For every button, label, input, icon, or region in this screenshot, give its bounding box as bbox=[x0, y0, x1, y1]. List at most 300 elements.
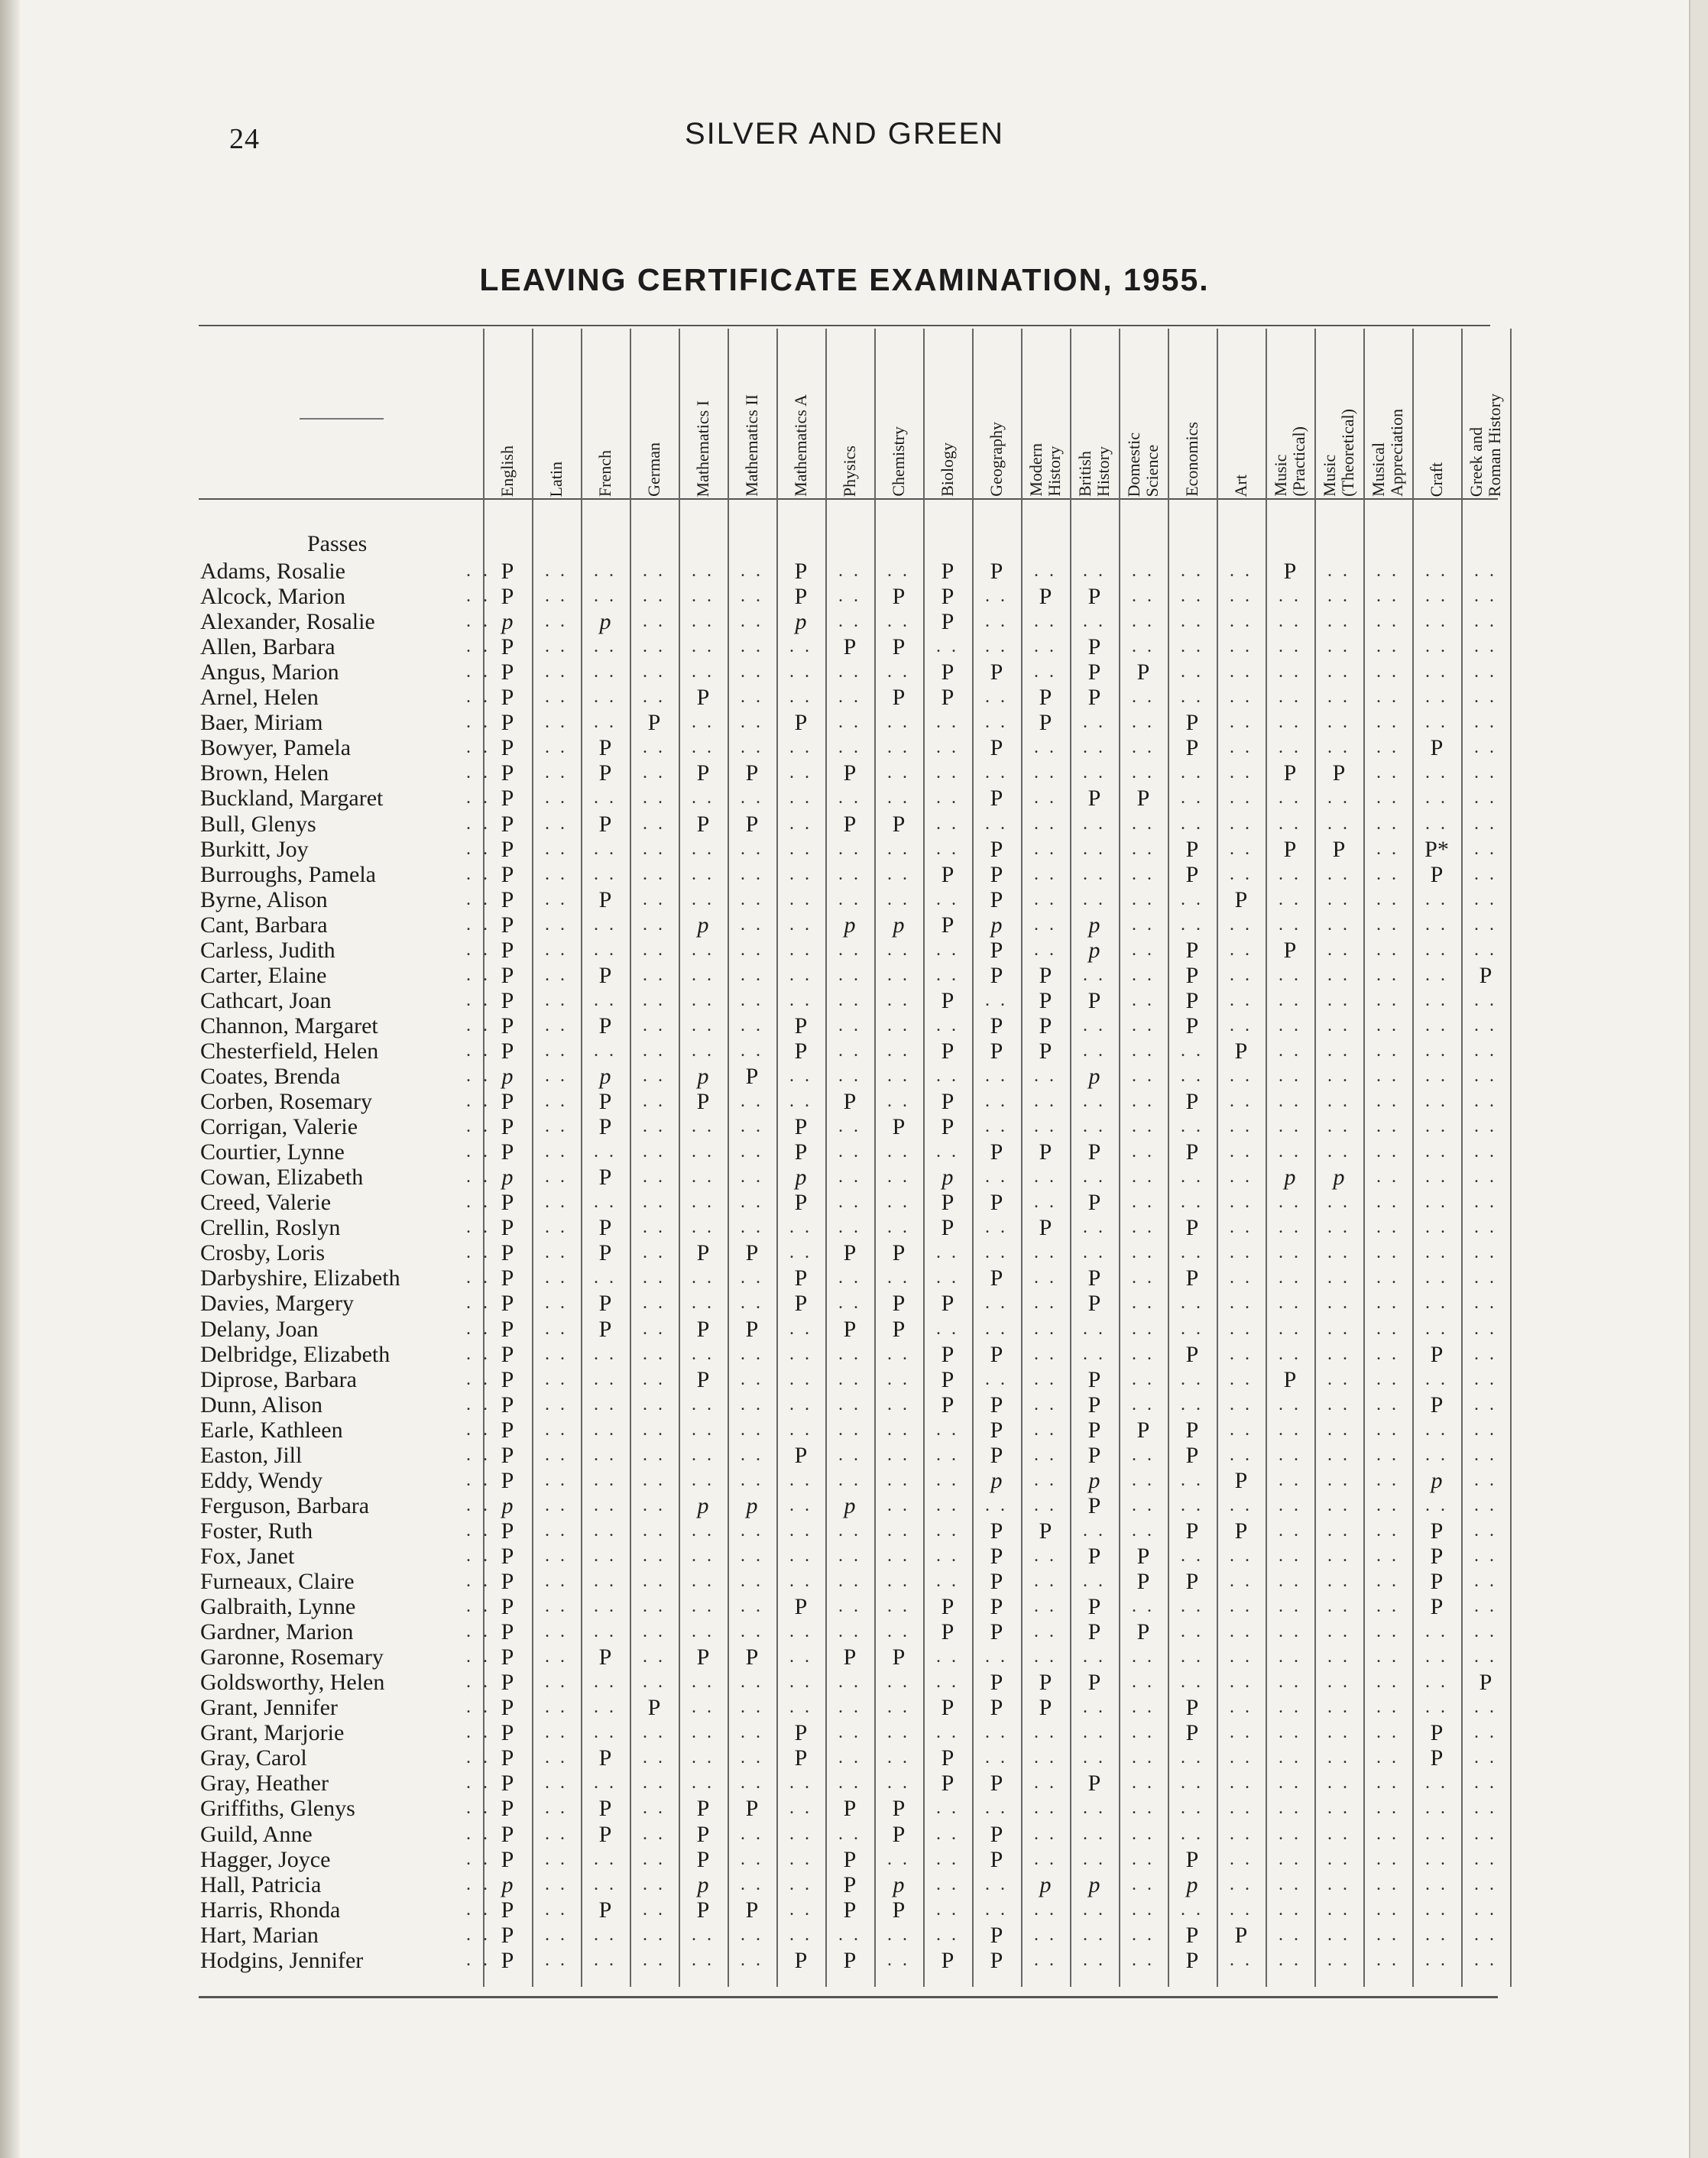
empty-cell-dots: . . bbox=[887, 1091, 910, 1112]
empty-cell-dots: . . bbox=[1230, 1798, 1253, 1819]
empty-cell-dots: . . bbox=[789, 1823, 812, 1844]
pass-mark: P bbox=[990, 886, 1003, 912]
empty-cell-dots: . . bbox=[1376, 1015, 1399, 1035]
empty-cell-dots: . . bbox=[838, 964, 861, 985]
subject-header-label: British History bbox=[1075, 446, 1113, 497]
empty-cell-dots: . . bbox=[1279, 1040, 1301, 1061]
empty-cell-dots: . . bbox=[887, 1419, 910, 1440]
empty-cell-dots: . . bbox=[1181, 889, 1204, 909]
empty-cell-dots: . . bbox=[1083, 1318, 1106, 1339]
empty-cell-dots: . . bbox=[1132, 939, 1155, 960]
empty-cell-dots: . . bbox=[1230, 1697, 1253, 1718]
empty-cell-dots: . . bbox=[936, 1571, 959, 1591]
pass-mark: P bbox=[843, 1240, 857, 1266]
pass-mark: P bbox=[941, 1947, 954, 1973]
empty-cell-dots: . . bbox=[594, 586, 617, 607]
empty-cell-dots: . . bbox=[1474, 1243, 1497, 1263]
empty-cell-dots: . . bbox=[887, 1192, 910, 1213]
empty-cell-dots: . . bbox=[1376, 1823, 1399, 1844]
empty-cell-dots: . . bbox=[1034, 1419, 1057, 1440]
empty-cell-dots: . . bbox=[741, 1369, 763, 1389]
empty-cell-dots: . . bbox=[692, 964, 715, 985]
subject-header-label: French bbox=[595, 449, 614, 497]
empty-cell-dots: . . bbox=[1132, 611, 1155, 632]
pass-mark: P bbox=[1087, 659, 1101, 685]
empty-cell-dots: . . bbox=[643, 1167, 666, 1188]
pass-mark: P bbox=[1430, 1720, 1444, 1746]
empty-cell-dots: . . bbox=[1279, 637, 1301, 657]
empty-cell-dots: . . bbox=[692, 1116, 715, 1137]
empty-cell-dots: . . bbox=[1230, 662, 1253, 682]
pass-mark: P bbox=[501, 584, 514, 610]
pass-mark: P bbox=[794, 1038, 808, 1064]
empty-cell-dots: . . bbox=[789, 687, 812, 708]
student-name: Baer, Miriam bbox=[200, 710, 323, 736]
pass-mark: P bbox=[1234, 1518, 1248, 1544]
empty-cell-dots: . . bbox=[1034, 763, 1057, 783]
empty-cell-dots: . . bbox=[1279, 1343, 1301, 1364]
empty-cell-dots: . . bbox=[643, 1798, 666, 1819]
pass-mark: p bbox=[1284, 1165, 1296, 1191]
student-name: Davies, Margery bbox=[200, 1291, 355, 1317]
pass-mark: P bbox=[990, 786, 1003, 812]
pass-mark: p bbox=[990, 912, 1003, 938]
pass-mark: P bbox=[892, 1291, 906, 1317]
empty-cell-dots: . . bbox=[1181, 1243, 1204, 1263]
leader-dots: . . bbox=[466, 1217, 491, 1238]
leader-dots: . . bbox=[466, 1268, 491, 1288]
empty-cell-dots: . . bbox=[545, 561, 568, 581]
empty-cell-dots: . . bbox=[789, 1798, 812, 1819]
empty-cell-dots: . . bbox=[741, 1268, 763, 1288]
empty-cell-dots: . . bbox=[1181, 1116, 1204, 1137]
pass-mark: P bbox=[598, 1291, 612, 1317]
pass-mark: P bbox=[941, 1366, 954, 1392]
subject-header-label: Physics bbox=[840, 445, 859, 497]
pass-mark: P bbox=[1430, 1745, 1444, 1771]
pass-mark: P bbox=[843, 1897, 857, 1923]
empty-cell-dots: . . bbox=[594, 1545, 617, 1566]
empty-cell-dots: . . bbox=[936, 1924, 959, 1945]
empty-cell-dots: . . bbox=[936, 1672, 959, 1693]
empty-cell-dots: . . bbox=[887, 1722, 910, 1743]
empty-cell-dots: . . bbox=[887, 1167, 910, 1188]
subject-header bbox=[1412, 306, 1461, 497]
empty-cell-dots: . . bbox=[545, 1545, 568, 1566]
pass-mark: P bbox=[941, 1695, 954, 1721]
empty-cell-dots: . . bbox=[789, 1647, 812, 1667]
empty-cell-dots: . . bbox=[1230, 1015, 1253, 1035]
pass-mark: P bbox=[1234, 1922, 1248, 1948]
pass-mark: p bbox=[1088, 912, 1100, 938]
pass-mark: P bbox=[1332, 760, 1346, 786]
empty-cell-dots: . . bbox=[1474, 1469, 1497, 1490]
empty-cell-dots: . . bbox=[741, 1748, 763, 1768]
pass-mark: P bbox=[990, 1922, 1003, 1948]
empty-cell-dots: . . bbox=[1132, 586, 1155, 607]
empty-cell-dots: . . bbox=[1474, 1066, 1497, 1086]
empty-cell-dots: . . bbox=[692, 1722, 715, 1743]
empty-cell-dots: . . bbox=[838, 1469, 861, 1490]
empty-cell-dots: . . bbox=[936, 1899, 959, 1920]
empty-cell-dots: . . bbox=[1279, 712, 1301, 733]
empty-cell-dots: . . bbox=[985, 1217, 1008, 1238]
empty-cell-dots: . . bbox=[594, 1520, 617, 1541]
empty-cell-dots: . . bbox=[1376, 611, 1399, 632]
empty-cell-dots: . . bbox=[1034, 1293, 1057, 1314]
empty-cell-dots: . . bbox=[1327, 914, 1350, 935]
empty-cell-dots: . . bbox=[1327, 662, 1350, 682]
pass-mark: P bbox=[892, 811, 906, 837]
empty-cell-dots: . . bbox=[1132, 1091, 1155, 1112]
student-name: Galbraith, Lynne bbox=[200, 1594, 356, 1620]
empty-cell-dots: . . bbox=[1083, 1520, 1106, 1541]
pass-mark: P bbox=[892, 634, 906, 660]
empty-cell-dots: . . bbox=[1279, 1015, 1301, 1035]
leader-dots: . . bbox=[466, 788, 491, 808]
subject-header bbox=[1217, 306, 1266, 497]
empty-cell-dots: . . bbox=[1132, 1369, 1155, 1389]
pass-mark: P bbox=[990, 937, 1003, 963]
leader-dots: . . bbox=[466, 1773, 491, 1793]
pass-mark: P bbox=[598, 1897, 612, 1923]
empty-cell-dots: . . bbox=[1181, 637, 1204, 657]
empty-cell-dots: . . bbox=[1474, 1520, 1497, 1541]
pass-mark: P bbox=[1087, 1442, 1101, 1468]
empty-cell-dots: . . bbox=[545, 1798, 568, 1819]
pass-mark: P bbox=[1087, 1392, 1101, 1418]
empty-cell-dots: . . bbox=[1083, 737, 1106, 758]
empty-cell-dots: . . bbox=[643, 813, 666, 834]
empty-cell-dots: . . bbox=[1474, 1394, 1497, 1414]
pass-mark: p bbox=[942, 1165, 954, 1191]
pass-mark: P bbox=[941, 1745, 954, 1771]
subject-header bbox=[1314, 306, 1363, 497]
empty-cell-dots: . . bbox=[1230, 1495, 1253, 1515]
empty-cell-dots: . . bbox=[1230, 864, 1253, 884]
empty-cell-dots: . . bbox=[1279, 788, 1301, 808]
empty-cell-dots: . . bbox=[594, 939, 617, 960]
empty-cell-dots: . . bbox=[1327, 1444, 1350, 1465]
empty-cell-dots: . . bbox=[1376, 914, 1399, 935]
empty-cell-dots: . . bbox=[1132, 1293, 1155, 1314]
pass-mark: P bbox=[990, 1821, 1003, 1847]
pass-mark: P bbox=[598, 1745, 612, 1771]
pass-mark: P bbox=[598, 962, 612, 988]
student-name: Furneaux, Claire bbox=[200, 1569, 355, 1594]
empty-cell-dots: . . bbox=[936, 1318, 959, 1339]
empty-cell-dots: . . bbox=[887, 1672, 910, 1693]
empty-cell-dots: . . bbox=[1376, 1849, 1399, 1869]
empty-cell-dots: . . bbox=[887, 1469, 910, 1490]
empty-cell-dots: . . bbox=[1425, 1444, 1448, 1465]
empty-cell-dots: . . bbox=[545, 1419, 568, 1440]
empty-cell-dots: . . bbox=[838, 864, 861, 884]
empty-cell-dots: . . bbox=[1327, 1015, 1350, 1035]
page-binding-edge bbox=[0, 0, 20, 2158]
empty-cell-dots: . . bbox=[643, 1849, 666, 1869]
pass-mark: P bbox=[892, 1644, 906, 1670]
pass-mark: p bbox=[501, 609, 514, 635]
empty-cell-dots: . . bbox=[643, 737, 666, 758]
empty-cell-dots: . . bbox=[545, 1040, 568, 1061]
subject-header-label: Greek and Roman History bbox=[1467, 393, 1504, 497]
empty-cell-dots: . . bbox=[1181, 1293, 1204, 1314]
empty-cell-dots: . . bbox=[1327, 1469, 1350, 1490]
pass-mark: P bbox=[501, 1569, 514, 1594]
empty-cell-dots: . . bbox=[936, 964, 959, 985]
subject-header bbox=[825, 306, 874, 497]
empty-cell-dots: . . bbox=[643, 1243, 666, 1263]
empty-cell-dots: . . bbox=[643, 1040, 666, 1061]
empty-cell-dots: . . bbox=[1327, 611, 1350, 632]
empty-cell-dots: . . bbox=[741, 990, 763, 1010]
empty-cell-dots: . . bbox=[1230, 1167, 1253, 1188]
pass-mark: P bbox=[941, 1291, 954, 1317]
subject-header-label: Craft bbox=[1427, 462, 1446, 497]
leader-dots: . . bbox=[466, 1672, 491, 1693]
empty-cell-dots: . . bbox=[936, 1823, 959, 1844]
empty-cell-dots: . . bbox=[643, 1495, 666, 1515]
pass-mark: P bbox=[941, 584, 954, 610]
empty-cell-dots: . . bbox=[545, 939, 568, 960]
empty-cell-dots: . . bbox=[545, 1369, 568, 1389]
empty-cell-dots: . . bbox=[1132, 864, 1155, 884]
empty-cell-dots: . . bbox=[1034, 662, 1057, 682]
empty-cell-dots: . . bbox=[1279, 687, 1301, 708]
empty-cell-dots: . . bbox=[887, 864, 910, 884]
empty-cell-dots: . . bbox=[643, 1268, 666, 1288]
student-name: Griffiths, Glenys bbox=[200, 1796, 355, 1822]
empty-cell-dots: . . bbox=[1279, 889, 1301, 909]
subject-header bbox=[532, 306, 581, 497]
leader-dots: . . bbox=[466, 1647, 491, 1667]
pass-mark: P bbox=[1430, 735, 1444, 761]
pass-mark: P bbox=[990, 659, 1003, 685]
pass-mark: P bbox=[1234, 1038, 1248, 1064]
subject-header bbox=[1021, 306, 1070, 497]
empty-cell-dots: . . bbox=[643, 1596, 666, 1617]
empty-cell-dots: . . bbox=[1474, 1091, 1497, 1112]
empty-cell-dots: . . bbox=[1034, 1192, 1057, 1213]
pass-mark: P bbox=[598, 1821, 612, 1847]
empty-cell-dots: . . bbox=[1034, 1469, 1057, 1490]
empty-cell-dots: . . bbox=[838, 687, 861, 708]
empty-cell-dots: . . bbox=[1474, 1773, 1497, 1793]
empty-cell-dots: . . bbox=[1327, 637, 1350, 657]
pass-mark: P bbox=[1185, 1013, 1199, 1038]
empty-cell-dots: . . bbox=[545, 1469, 568, 1490]
empty-cell-dots: . . bbox=[1327, 1773, 1350, 1793]
empty-cell-dots: . . bbox=[1279, 1823, 1301, 1844]
empty-cell-dots: . . bbox=[1376, 1697, 1399, 1718]
pass-mark: P bbox=[598, 735, 612, 761]
empty-cell-dots: . . bbox=[1132, 687, 1155, 708]
pass-mark: P bbox=[1087, 1190, 1101, 1216]
empty-cell-dots: . . bbox=[1034, 1091, 1057, 1112]
pass-mark: P bbox=[1087, 1670, 1101, 1696]
empty-cell-dots: . . bbox=[887, 1343, 910, 1364]
empty-cell-dots: . . bbox=[1279, 611, 1301, 632]
empty-cell-dots: . . bbox=[545, 1748, 568, 1768]
empty-cell-dots: . . bbox=[1376, 586, 1399, 607]
empty-cell-dots: . . bbox=[1279, 1849, 1301, 1869]
pass-mark: P bbox=[501, 1392, 514, 1418]
empty-cell-dots: . . bbox=[1474, 1293, 1497, 1314]
empty-cell-dots: . . bbox=[545, 1520, 568, 1541]
empty-cell-dots: . . bbox=[692, 788, 715, 808]
subject-header-label: Domestic Science bbox=[1124, 432, 1162, 497]
empty-cell-dots: . . bbox=[692, 1268, 715, 1288]
empty-cell-dots: . . bbox=[838, 1672, 861, 1693]
pass-mark: P bbox=[696, 1846, 710, 1872]
pass-mark: P bbox=[794, 1947, 808, 1973]
pass-mark: P bbox=[745, 1240, 759, 1266]
pass-mark: P bbox=[1283, 559, 1297, 584]
empty-cell-dots: . . bbox=[1425, 1495, 1448, 1515]
student-name: Hagger, Joyce bbox=[200, 1846, 331, 1872]
leader-dots: . . bbox=[466, 1015, 491, 1035]
empty-cell-dots: . . bbox=[1230, 611, 1253, 632]
empty-cell-dots: . . bbox=[1034, 813, 1057, 834]
empty-cell-dots: . . bbox=[1083, 1722, 1106, 1743]
empty-cell-dots: . . bbox=[985, 1495, 1008, 1515]
leader-dots: . . bbox=[466, 1849, 491, 1869]
pass-mark: P bbox=[501, 786, 514, 812]
pass-mark: P bbox=[501, 962, 514, 988]
empty-cell-dots: . . bbox=[789, 1419, 812, 1440]
leader-dots: . . bbox=[466, 1798, 491, 1819]
empty-cell-dots: . . bbox=[545, 990, 568, 1010]
empty-cell-dots: . . bbox=[1279, 1622, 1301, 1642]
empty-cell-dots: . . bbox=[1034, 1243, 1057, 1263]
empty-cell-dots: . . bbox=[838, 1823, 861, 1844]
empty-cell-dots: . . bbox=[643, 1343, 666, 1364]
empty-cell-dots: . . bbox=[594, 1040, 617, 1061]
pass-mark: P bbox=[598, 1215, 612, 1241]
pass-mark: P bbox=[1087, 1492, 1101, 1518]
empty-cell-dots: . . bbox=[545, 1672, 568, 1693]
pass-mark: P bbox=[794, 710, 808, 736]
empty-cell-dots: . . bbox=[692, 1672, 715, 1693]
pass-mark: P bbox=[941, 1771, 954, 1797]
pass-mark: P bbox=[1136, 659, 1150, 685]
subject-header-label: Biology bbox=[938, 442, 957, 497]
empty-cell-dots: . . bbox=[692, 1697, 715, 1718]
empty-cell-dots: . . bbox=[1132, 1343, 1155, 1364]
page-number: 24 bbox=[229, 123, 260, 155]
pass-mark: P bbox=[501, 886, 514, 912]
pass-mark: P bbox=[990, 735, 1003, 761]
subject-header bbox=[728, 306, 776, 497]
pass-mark: P bbox=[501, 1695, 514, 1721]
empty-cell-dots: . . bbox=[545, 586, 568, 607]
pass-mark: P bbox=[598, 1644, 612, 1670]
pass-mark: P bbox=[501, 1619, 514, 1645]
leader-dots: . . bbox=[466, 1318, 491, 1339]
leader-dots: . . bbox=[466, 687, 491, 708]
empty-cell-dots: . . bbox=[594, 1773, 617, 1793]
pass-mark: p bbox=[1088, 1871, 1100, 1897]
empty-cell-dots: . . bbox=[594, 788, 617, 808]
empty-cell-dots: . . bbox=[789, 1520, 812, 1541]
student-name: Goldsworthy, Helen bbox=[200, 1670, 385, 1696]
empty-cell-dots: . . bbox=[1327, 1596, 1350, 1617]
empty-cell-dots: . . bbox=[1034, 1798, 1057, 1819]
empty-cell-dots: . . bbox=[594, 990, 617, 1010]
leader-dots: . . bbox=[466, 561, 491, 581]
empty-cell-dots: . . bbox=[936, 712, 959, 733]
pass-mark: P bbox=[501, 1366, 514, 1392]
empty-cell-dots: . . bbox=[1279, 1697, 1301, 1718]
empty-cell-dots: . . bbox=[741, 1924, 763, 1945]
empty-cell-dots: . . bbox=[985, 1899, 1008, 1920]
empty-cell-dots: . . bbox=[887, 1369, 910, 1389]
leader-dots: . . bbox=[466, 1899, 491, 1920]
pass-mark: P bbox=[598, 811, 612, 837]
empty-cell-dots: . . bbox=[1083, 1571, 1106, 1591]
section-label: Passes bbox=[307, 531, 368, 556]
empty-cell-dots: . . bbox=[789, 838, 812, 859]
pass-mark: P bbox=[501, 1089, 514, 1115]
empty-cell-dots: . . bbox=[1279, 864, 1301, 884]
empty-cell-dots: . . bbox=[1083, 561, 1106, 581]
pass-mark: P bbox=[990, 962, 1003, 988]
empty-cell-dots: . . bbox=[1132, 1697, 1155, 1718]
subject-header bbox=[972, 306, 1021, 497]
empty-cell-dots: . . bbox=[741, 1697, 763, 1718]
pass-mark: P bbox=[1039, 1518, 1052, 1544]
empty-cell-dots: . . bbox=[1230, 1243, 1253, 1263]
empty-cell-dots: . . bbox=[838, 1116, 861, 1137]
empty-cell-dots: . . bbox=[1279, 1571, 1301, 1591]
empty-cell-dots: . . bbox=[1474, 1748, 1497, 1768]
empty-cell-dots: . . bbox=[1376, 1571, 1399, 1591]
pass-mark: P bbox=[1185, 1089, 1199, 1115]
empty-cell-dots: . . bbox=[741, 1949, 763, 1970]
student-name: Delany, Joan bbox=[200, 1316, 319, 1342]
empty-cell-dots: . . bbox=[1230, 1596, 1253, 1617]
empty-cell-dots: . . bbox=[789, 737, 812, 758]
student-name: Eddy, Wendy bbox=[200, 1467, 323, 1493]
empty-cell-dots: . . bbox=[741, 1040, 763, 1061]
empty-cell-dots: . . bbox=[1230, 838, 1253, 859]
empty-cell-dots: . . bbox=[1034, 914, 1057, 935]
empty-cell-dots: . . bbox=[789, 662, 812, 682]
empty-cell-dots: . . bbox=[545, 1571, 568, 1591]
pass-mark: P bbox=[1087, 786, 1101, 812]
subject-header bbox=[679, 306, 728, 497]
empty-cell-dots: . . bbox=[936, 1444, 959, 1465]
student-name: Bull, Glenys bbox=[200, 811, 316, 837]
empty-cell-dots: . . bbox=[545, 763, 568, 783]
empty-cell-dots: . . bbox=[1425, 561, 1448, 581]
empty-cell-dots: . . bbox=[545, 1394, 568, 1414]
empty-cell-dots: . . bbox=[1230, 737, 1253, 758]
pass-mark: P bbox=[1185, 1139, 1199, 1165]
empty-cell-dots: . . bbox=[1425, 1015, 1448, 1035]
pass-mark: P bbox=[941, 1114, 954, 1140]
leader-dots: . . bbox=[466, 1622, 491, 1642]
empty-cell-dots: . . bbox=[643, 1545, 666, 1566]
empty-cell-dots: . . bbox=[1034, 939, 1057, 960]
empty-cell-dots: . . bbox=[936, 763, 959, 783]
empty-cell-dots: . . bbox=[1474, 813, 1497, 834]
empty-cell-dots: . . bbox=[936, 1419, 959, 1440]
empty-cell-dots: . . bbox=[1230, 1622, 1253, 1642]
pass-mark: P bbox=[501, 1720, 514, 1746]
pass-mark: p bbox=[697, 912, 709, 938]
